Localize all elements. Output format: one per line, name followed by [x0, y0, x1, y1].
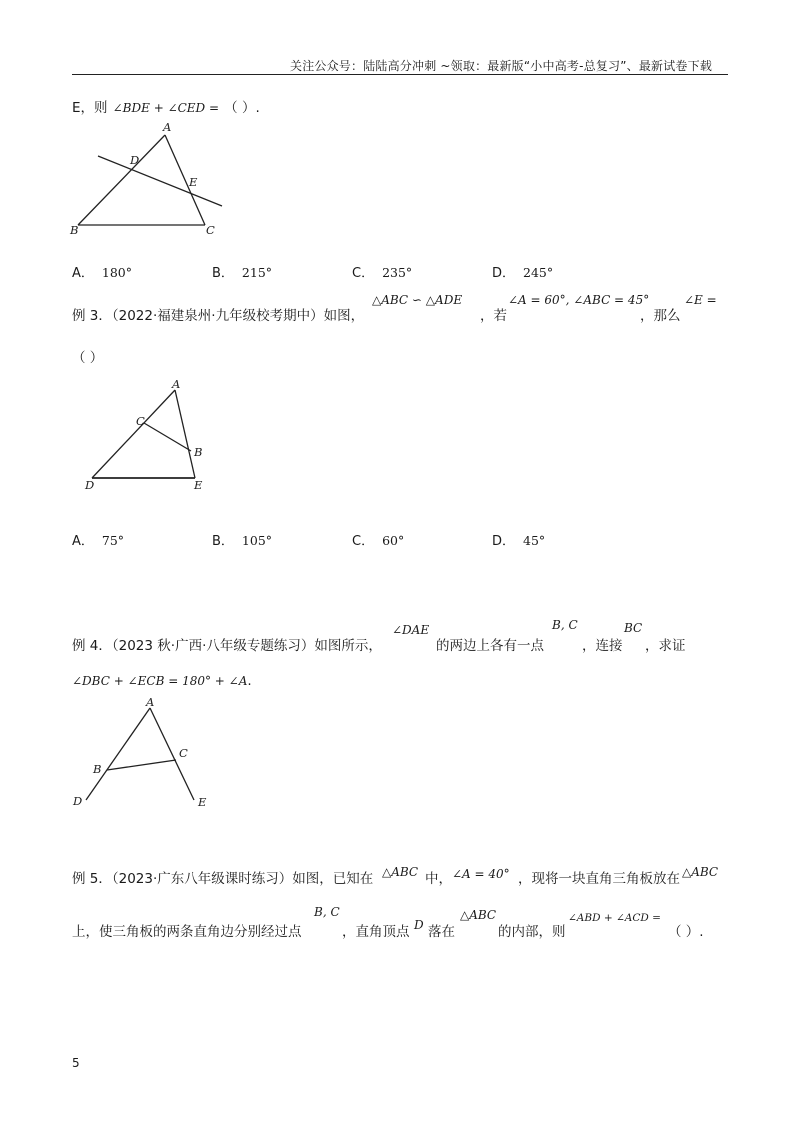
ex3-mid: ，若: [480, 308, 507, 324]
ex5-triangle-abc-2: △ABC: [682, 865, 719, 879]
option-letter: D．: [492, 266, 516, 281]
ex4-mid: 的两边上各有一点: [436, 638, 544, 654]
ex3-label-b: B: [194, 445, 203, 459]
option-letter: A．: [72, 534, 94, 549]
ex2-line-prefix: E，则: [72, 100, 108, 116]
ex2-option-b: [212, 262, 272, 281]
ex5-prefix: 例 5．（2023·广东八年级课时练习）如图，已知在: [72, 871, 374, 887]
ex5-triangle-abc-3: △ABC: [460, 908, 497, 922]
ex3-label-d: D: [85, 478, 95, 492]
page-number: 5: [72, 1056, 80, 1070]
ex5-mid2: ，现将一块直角三角板放在: [518, 871, 680, 887]
ex2-line-de: [98, 156, 222, 206]
ex2-figure: [60, 118, 240, 240]
option-value: 60°: [382, 533, 405, 548]
ex5-mid3: ，直角顶点: [342, 924, 410, 940]
ex3-prefix: 例 3．（2022·福建泉州·九年级校考期中）如图，: [72, 308, 365, 324]
ex3-side-ae: [175, 390, 195, 478]
ex3-label-a: A: [172, 377, 181, 391]
option-letter: D．: [492, 534, 516, 549]
ex4-label-b: B: [93, 762, 102, 776]
option-value: 45°: [523, 533, 546, 548]
ex4-figure: [64, 694, 220, 810]
ex3-given-angles: ∠A = 60°, ∠ABC = 45°: [508, 293, 650, 307]
ex3-figure: [80, 377, 220, 492]
ex4-label-d: D: [73, 794, 83, 808]
option-letter: A．: [72, 266, 94, 281]
ex2-label-e: E: [189, 175, 198, 189]
ex2-angle-expression: ∠BDE + ∠CED =: [112, 101, 220, 115]
option-value: 75°: [101, 533, 125, 548]
option-letter: B．: [212, 534, 234, 549]
option-letter: C．: [352, 266, 375, 281]
option-value: 180°: [101, 265, 133, 280]
ex3-label-e: E: [194, 478, 203, 492]
ex4-proof-line: [72, 670, 252, 689]
ex4-segment-bc-line: [107, 760, 176, 770]
ex4-segment-bc: BC: [624, 621, 643, 635]
ex2-label-b: B: [70, 223, 79, 237]
ex5-angle-a: ∠A = 40°: [452, 867, 510, 881]
header-divider: [72, 74, 728, 75]
ex4-label-e: E: [198, 795, 207, 809]
ex5-mid: 中，: [425, 871, 452, 887]
option-letter: B．: [212, 266, 234, 281]
ex4-end: ，求证: [645, 638, 686, 654]
ex2-option-a: [72, 262, 132, 281]
ex5-mid5: 的内部，则: [498, 924, 566, 940]
ex4-proof-end: .: [247, 673, 252, 689]
ex5-vertex-d: D: [414, 918, 424, 932]
ex3-option-a: [72, 530, 124, 549]
ex3-option-c: [352, 530, 404, 549]
ex3-option-b: [212, 530, 272, 549]
ex2-answer-blank: （ ）.: [224, 100, 260, 116]
ex4-angle-dae: ∠DAE: [392, 623, 430, 637]
ex3-label-c: C: [136, 414, 145, 428]
option-value: 235°: [382, 265, 413, 280]
ex5-triangle-abc: △ABC: [382, 865, 419, 879]
ex4-points-bc: B, C: [552, 618, 578, 632]
ex4-prefix: 例 4．（2023 秋·广西·八年级专题练习）如图所示，: [72, 638, 382, 654]
ex2-question-line: [72, 96, 260, 116]
option-value: 245°: [523, 265, 554, 280]
option-value: 105°: [241, 533, 273, 548]
page-header: 关注公众号：陆陆高分冲刺 ~领取：最新版“小中高考-总复习”、最新试卷下载: [290, 59, 713, 73]
ex3-answer-blank: （ ）: [72, 350, 104, 366]
ex4-ray-ad: [86, 708, 150, 800]
ex5-mid4: 落在: [428, 924, 455, 940]
ex2-label-a: A: [163, 120, 172, 134]
ex4-proof-expression: ∠DBC + ∠ECB = 180° + ∠A: [72, 674, 248, 688]
ex3-mid2: ，那么: [640, 308, 681, 324]
ex5-points-bc: B, C: [314, 905, 340, 919]
ex5-angle-sum-expression: ∠ABD + ∠ACD =: [568, 912, 661, 924]
ex3-similar-expression: △ABC ∽ △ADE: [372, 293, 463, 307]
ex4-mid2: ，连接: [582, 638, 623, 654]
ex4-label-c: C: [179, 746, 188, 760]
ex5-line2-prefix: 上，使三角板的两条直角边分别经过点: [72, 924, 302, 940]
ex5-answer-blank: （ ）.: [668, 924, 704, 940]
ex2-option-c: [352, 262, 412, 281]
ex2-side-ab: [78, 135, 165, 225]
ex2-option-d: [492, 262, 553, 281]
ex3-target-angle: ∠E =: [684, 293, 717, 307]
option-letter: C．: [352, 534, 375, 549]
ex3-option-d: [492, 530, 545, 549]
option-value: 215°: [241, 265, 273, 280]
ex4-label-a: A: [146, 695, 155, 709]
ex2-side-ac: [165, 135, 205, 225]
ex2-label-d: D: [130, 153, 140, 167]
ex2-label-c: C: [206, 223, 215, 237]
